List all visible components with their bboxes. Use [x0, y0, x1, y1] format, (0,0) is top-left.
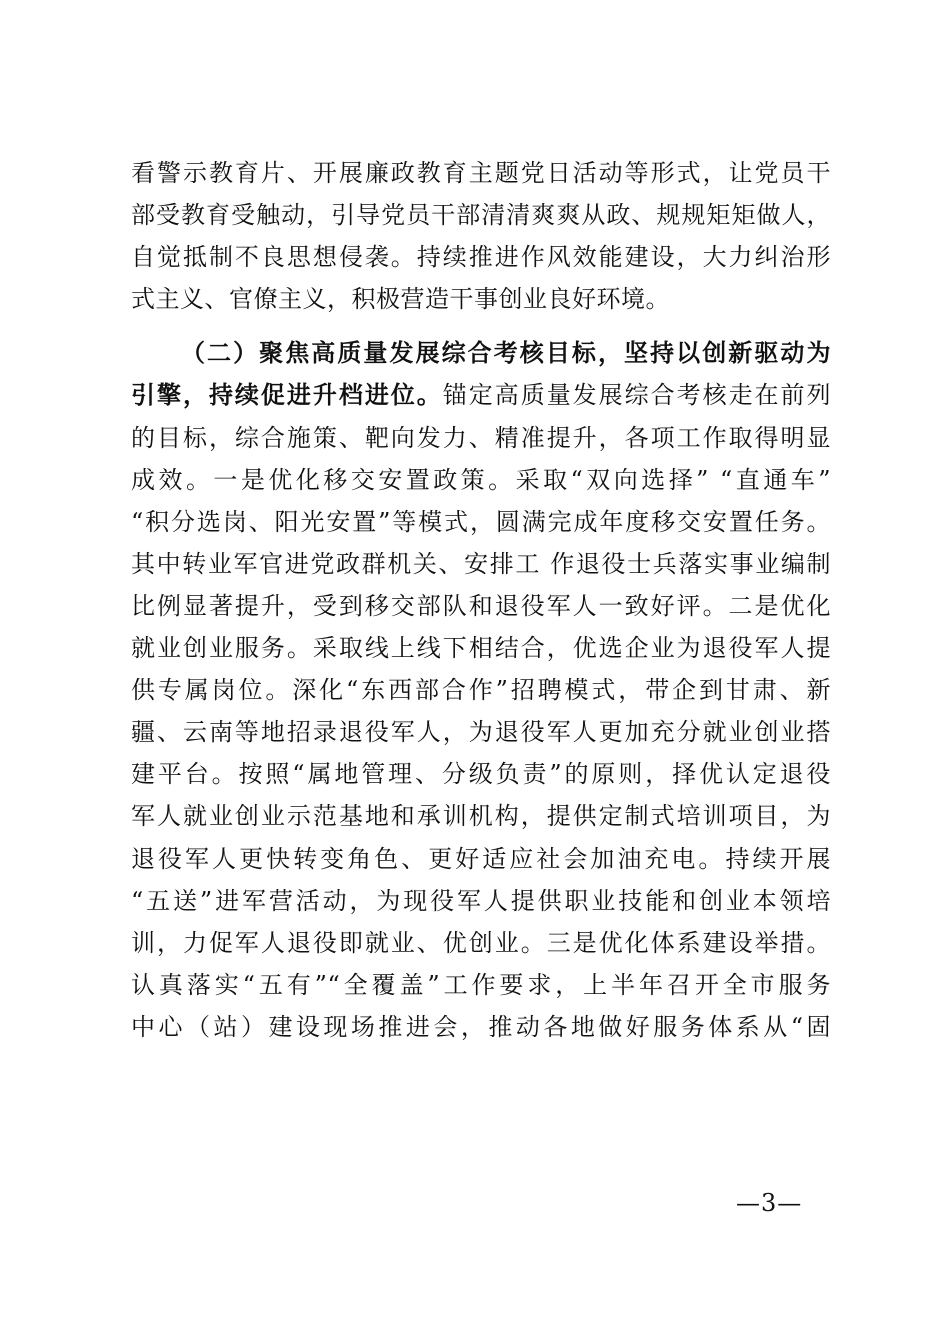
- text-line: 军人就业创业示范基地和承训机构，提供定制式培训项目，为: [131, 802, 831, 831]
- paragraph-continuation: [131, 152, 831, 320]
- text-line: 部受教育受触动，引导党员干部清清爽爽从政、规规矩矩做人，: [131, 201, 831, 230]
- text-line: 退役军人更快转变角色、更好适应社会加油充电。持续开展: [131, 844, 831, 873]
- text-line: “五送”进军营活动，为现役军人提供职业技能和创业本领培: [131, 886, 831, 915]
- text-line: [131, 374, 831, 416]
- text-line: 比例显著提升，受到移交部队和退役军人一致好评。二是优化: [131, 591, 831, 620]
- text-line: 自觉抵制不良思想侵袭。持续推进作风效能建设，大力纠治形: [131, 243, 831, 272]
- text-line: “积分选岗、阳光安置”等模式，圆满完成年度移交安置任务。: [131, 507, 831, 536]
- section-heading-line: （二）聚焦高质量发展综合考核目标，坚持以创新驱动为: [181, 338, 831, 368]
- text-line: 的目标，综合施策、靶向发力、精准提升，各项工作取得明显: [131, 423, 831, 452]
- text-line: 就业创业服务。采取线上线下相结合，优选企业为退役军人提: [131, 634, 831, 663]
- section-heading-end: 引擎，持续促进升档进位。: [131, 380, 443, 410]
- text-line: 建平台。按照“属地管理、分级负责”的原则，择优认定退役: [131, 760, 831, 789]
- text-line: 成效。一是优化移交安置政策。采取“双向选择” “直通车”: [131, 465, 831, 494]
- text-line: 认真落实“五有”“全覆盖”工作要求，上半年召开全市服务: [131, 970, 831, 999]
- text-line: 看警示教育片、开展廉政教育主题党日活动等形式，让党员干: [131, 159, 831, 187]
- paragraph-section-two: [131, 332, 831, 1048]
- body-text: [131, 152, 831, 1048]
- text-line: 训，力促军人退役即就业、优创业。三是优化体系建设举措。: [131, 928, 831, 957]
- text-line: 疆、云南等地招录退役军人，为退役军人更加充分就业创业搭: [131, 718, 831, 747]
- text-line: 式主义、官僚主义，积极营造干事创业良好环境。: [131, 285, 670, 314]
- text-line: 供专属岗位。深化“东西部合作”招聘模式，带企到甘肃、新: [131, 676, 831, 705]
- text-line: 中心（站）建设现场推进会，推动各地做好服务体系从“固: [131, 1012, 831, 1041]
- paragraph-gap: [131, 320, 831, 332]
- text-run: 锚定高质量发展综合考核走在前列: [442, 381, 832, 410]
- page-number: —3—: [736, 1189, 803, 1217]
- text-line: 其中转业军官进党政群机关、安排工 作退役士兵落实事业编制: [131, 549, 831, 578]
